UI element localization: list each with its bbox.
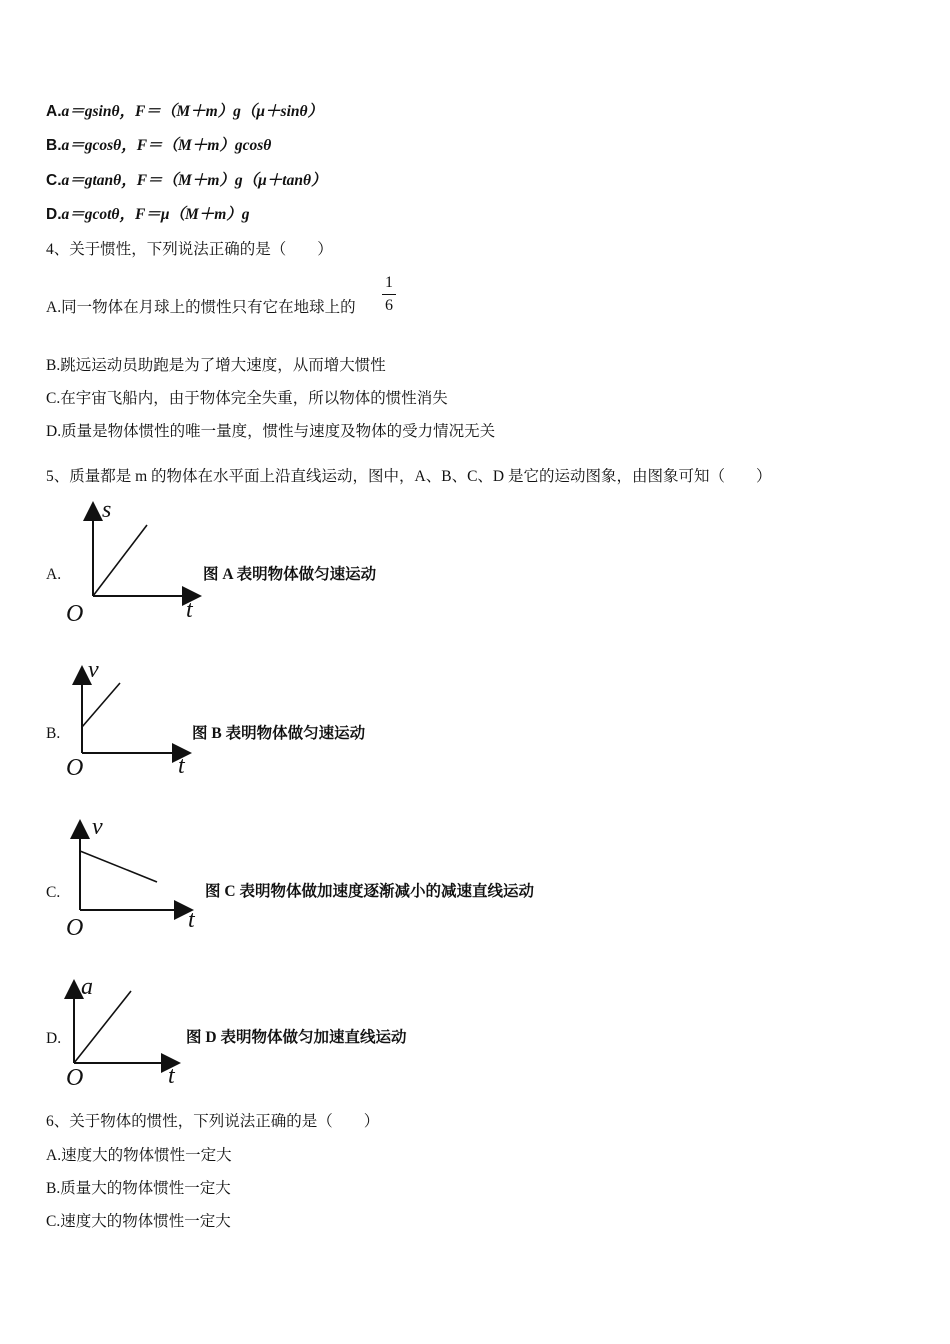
fraction-one-sixth — [382, 273, 396, 316]
fraction-numerator: 1 — [385, 274, 393, 291]
option-label: C. — [46, 172, 62, 189]
graph-a — [60, 495, 210, 630]
origin-label: O — [66, 755, 84, 781]
origin-label: O — [66, 601, 84, 627]
q4-option-a — [46, 298, 356, 318]
fraction-bar — [382, 294, 396, 295]
graph-line — [80, 851, 157, 882]
option-text: a＝gsinθ，F＝（M＋m）g（μ＋sinθ） — [61, 103, 324, 120]
graph-line — [93, 525, 147, 596]
q5-option-a-label: A. — [46, 566, 62, 583]
q4-option-b: B.跳远运动员助跑是为了增大速度，从而增大惯性 — [46, 357, 386, 374]
graph-b — [60, 655, 200, 785]
q6-option-b: B.质量大的物体惯性一定大 — [46, 1180, 231, 1197]
y-axis-label: s — [102, 497, 112, 523]
option-text: a＝gcotθ，F＝μ（M＋m）g — [61, 206, 250, 223]
graph-c — [60, 815, 210, 945]
option-label: B. — [46, 137, 62, 154]
q5-option-b-label: B. — [46, 725, 61, 742]
x-axis-label: t — [188, 907, 195, 933]
q5-option-b-caption: 图 B 表明物体做匀速运动 — [192, 725, 366, 742]
y-axis-label: v — [92, 814, 103, 840]
option-label: D. — [46, 206, 62, 223]
x-axis-label: t — [186, 597, 193, 623]
q5-option-a-caption: 图 A 表明物体做匀速运动 — [203, 566, 377, 583]
y-axis-label: v — [88, 657, 99, 683]
q6-option-a: A.速度大的物体惯性一定大 — [46, 1147, 232, 1164]
q4-stem: 4、关于惯性，下列说法正确的是（ ） — [46, 241, 333, 258]
option-label: A. — [46, 103, 62, 120]
option-text: a＝gtanθ，F＝（M＋m）g（μ＋tanθ） — [61, 172, 327, 189]
q6-option-c: C.速度大的物体惯性一定大 — [46, 1213, 231, 1230]
q3-option-d — [46, 205, 250, 225]
origin-label: O — [66, 1065, 84, 1091]
q3-option-b — [46, 136, 271, 156]
x-axis-label: t — [178, 753, 185, 779]
q5-option-c-label: C. — [46, 884, 61, 901]
x-axis-label: t — [168, 1063, 175, 1089]
q4-option-c: C.在宇宙飞船内，由于物体完全失重，所以物体的惯性消失 — [46, 390, 448, 407]
y-axis-label: a — [81, 974, 93, 1000]
option-text: a＝gcosθ，F＝（M＋m）gcosθ — [61, 137, 272, 154]
q3-option-a — [46, 102, 323, 122]
q5-option-d-caption: 图 D 表明物体做匀加速直线运动 — [186, 1029, 407, 1046]
q5-option-d-label: D. — [46, 1030, 62, 1047]
graph-line — [74, 991, 131, 1063]
q5-option-c-caption: 图 C 表明物体做加速度逐渐减小的减速直线运动 — [205, 883, 534, 900]
origin-label: O — [66, 915, 84, 941]
graph-line — [82, 683, 120, 727]
option-text: A.同一物体在月球上的惯性只有它在地球上的 — [46, 299, 356, 316]
q4-option-d: D.质量是物体惯性的唯一量度，惯性与速度及物体的受力情况无关 — [46, 423, 496, 440]
graph-d — [60, 975, 200, 1095]
q5-stem: 5、质量都是 m 的物体在水平面上沿直线运动，图中，A、B、C、D 是它的运动图象，由图象可知（ ） — [46, 468, 772, 485]
q6-stem: 6、关于物体的惯性，下列说法正确的是（ ） — [46, 1113, 380, 1130]
fraction-denominator: 6 — [385, 297, 393, 314]
q3-option-c — [46, 171, 327, 191]
